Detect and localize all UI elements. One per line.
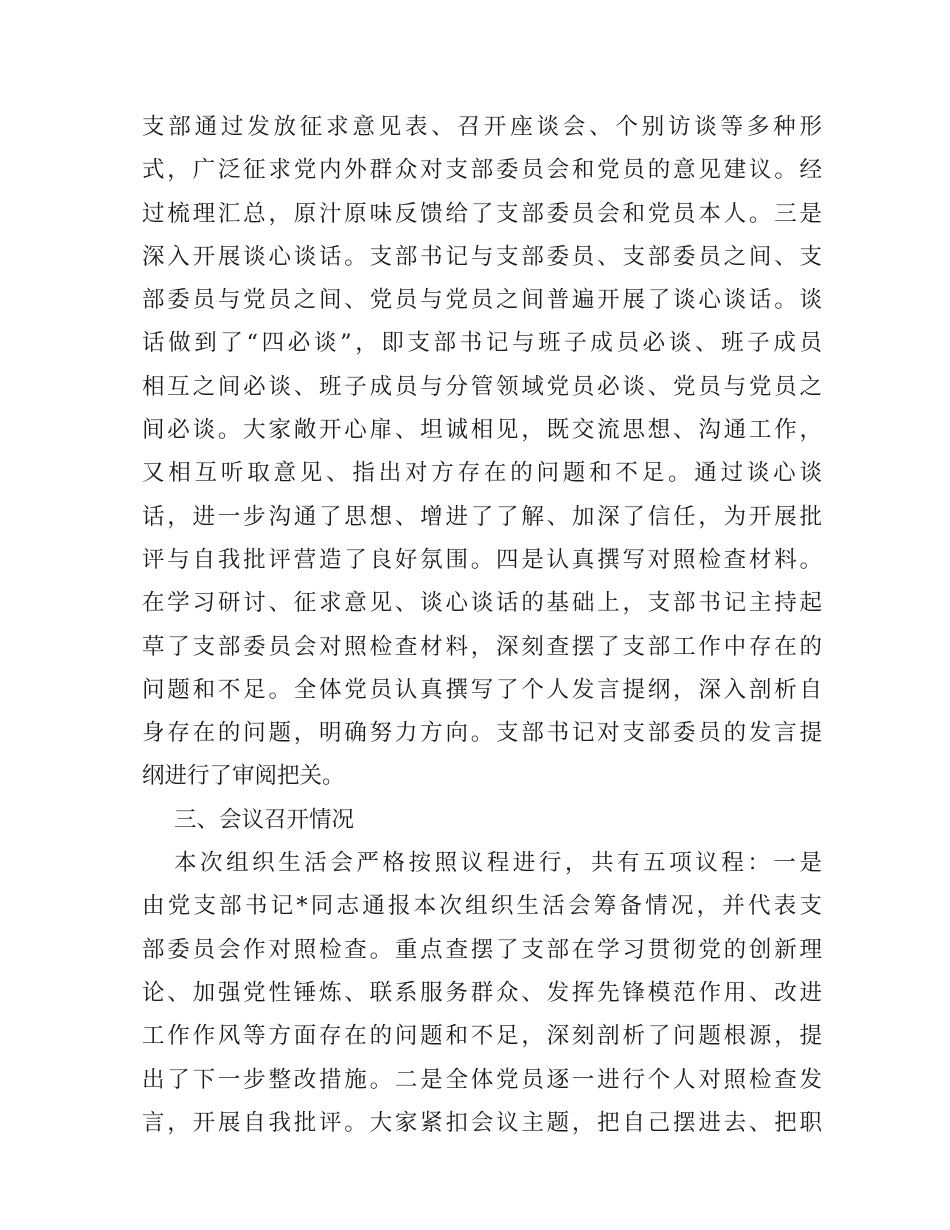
text-line: 相互之间必谈、班子成员与分管领域党员必谈、党员与党员之	[142, 373, 822, 400]
body-text	[142, 106, 822, 1145]
text-line: 支部通过发放征求意见表、召开座谈会、个别访谈等多种形	[142, 114, 822, 140]
text-line: 话，进一步沟通了思想、增进了了解、加深了信任，为开展批	[142, 503, 822, 530]
section-heading: 三、会议召开情况	[174, 806, 355, 833]
text-line: 纲进行了审阅把关。	[142, 763, 345, 790]
text-line: 草了支部委员会对照检查材料，深刻查摆了支部工作中存在的	[142, 633, 822, 660]
text-line: 深入开展谈心谈话。支部书记与支部委员、支部委员之间、支	[142, 243, 822, 270]
text-line: 问题和不足。全体党员认真撰写了个人发言提纲，深入剖析自	[142, 676, 822, 703]
text-line: 在学习研讨、征求意见、谈心谈话的基础上，支部书记主持起	[142, 590, 822, 617]
text-line: 出了下一步整改措施。二是全体党员逐一进行个人对照检查发	[142, 1066, 822, 1093]
text-line: 部委员会作对照检查。重点查摆了支部在学习贯彻党的创新理	[142, 936, 822, 963]
text-line: 过梳理汇总，原汁原味反馈给了支部委员会和党员本人。三是	[142, 200, 822, 227]
text-line: 工作作风等方面存在的问题和不足，深刻剖析了问题根源，提	[142, 1023, 822, 1050]
text-line: 言，开展自我批评。大家紧扣会议主题，把自己摆进去、把职	[142, 1109, 822, 1136]
text-line: 评与自我批评营造了良好氛围。四是认真撰写对照检查材料。	[142, 546, 822, 573]
text-line: 由党支部书记*同志通报本次组织生活会筹备情况，并代表支	[142, 893, 822, 920]
text-line: 又相互听取意见、指出对方存在的问题和不足。通过谈心谈	[142, 460, 822, 487]
text-line: 身存在的问题，明确努力方向。支部书记对支部委员的发言提	[142, 720, 822, 747]
text-line: 话做到了“四必谈”，即支部书记与班子成员必谈、班子成员	[142, 330, 822, 357]
text-line: 部委员与党员之间、党员与党员之间普遍开展了谈心谈话。谈	[142, 287, 822, 314]
text-line: 本次组织生活会严格按照议程进行，共有五项议程：一是	[174, 850, 822, 877]
text-line: 式，广泛征求党内外群众对支部委员会和党员的意见建议。经	[142, 157, 822, 184]
text-line: 间必谈。大家敞开心扉、坦诚相见，既交流思想、沟通工作，	[142, 417, 822, 444]
text-line: 论、加强党性锤炼、联系服务群众、发挥先锋模范作用、改进	[142, 979, 822, 1006]
